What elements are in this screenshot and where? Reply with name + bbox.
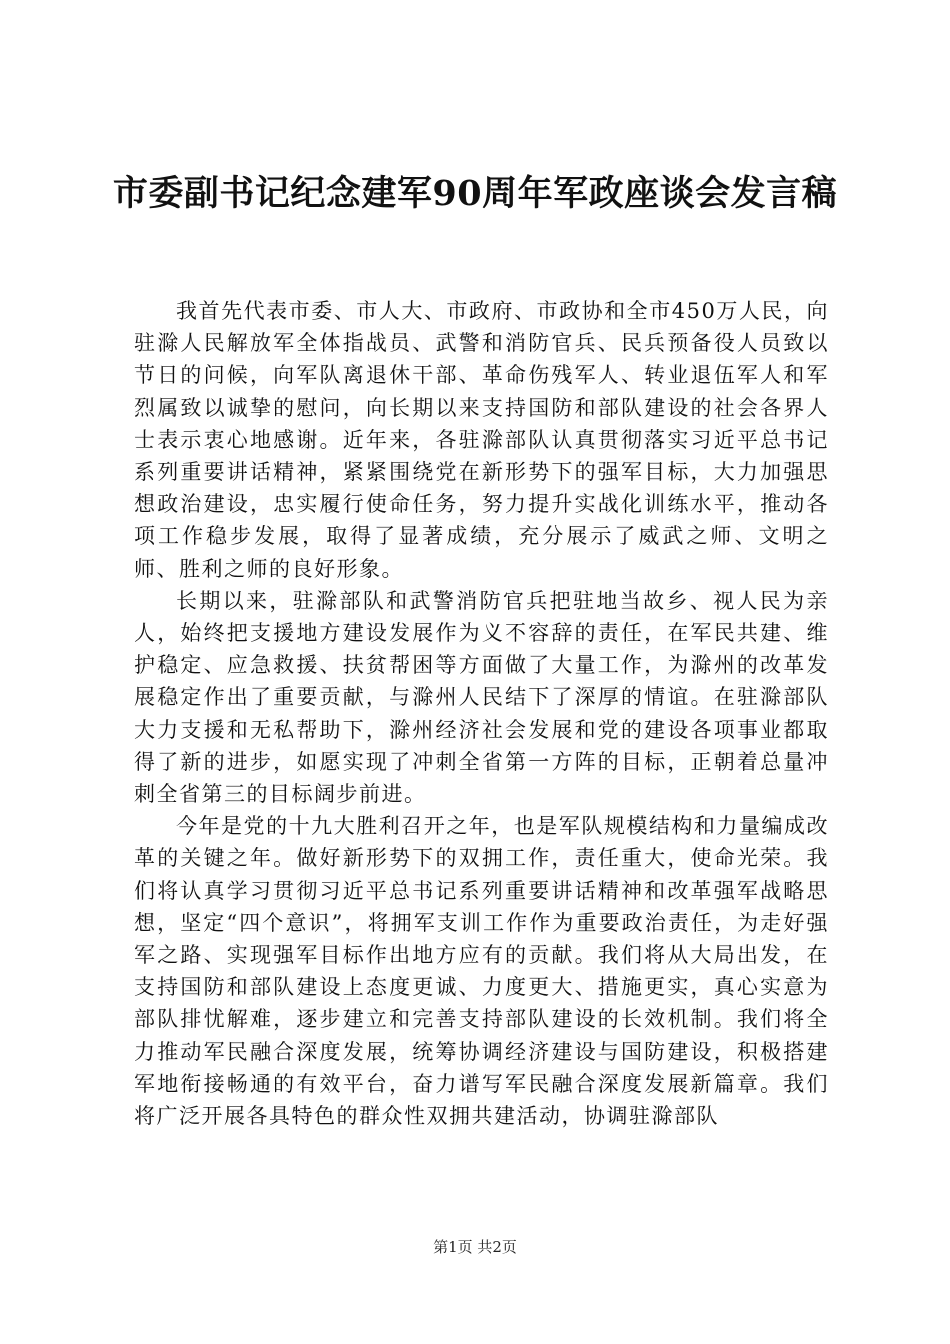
page-number-footer: 第1页 共2页: [433, 1238, 517, 1256]
paragraph: 长期以来，驻滁部队和武警消防官兵把驻地当故乡、视人民为亲人，始终把支援地方建设发展作为义不容辞的责任，在军民共建、维护稳定、应急救援、扶贫帮困等方面做了大量工作，为滁州的改革发展稳定作出了重要贡献，与滁州人民结下了深厚的情谊。在驻滁部队大力支援和无私帮助下，滁州经济社会发展和党的建设各项事业都取得了新的进步，如愿实现了冲刺全省第一方阵的目标，正朝着总量冲刺全省第三的目标阔步前进。: [134, 588, 829, 807]
document-body: [134, 295, 829, 1132]
paragraph: 我首先代表市委、市人大、市政府、市政协和全市450万人民，向驻滁人民解放军全体指战员、武警和消防官兵、民兵预备役人员致以节日的问候，向军队离退休干部、革命伤残军人、转业退伍军人和军烈属致以诚挚的慰问，向长期以来支持国防和部队建设的社会各界人士表示衷心地感谢。近年来，各驻滁部队认真贯彻落实习近平总书记系列重要讲话精神，紧紧围绕党在新形势下的强军目标，大力加强思想政治建设，忠实履行使命任务，努力提升实战化训练水平，推动各项工作稳步发展，取得了显著成绩，充分展示了威武之师、文明之师、胜利之师的良好形象。: [134, 299, 829, 581]
document-title: 市委副书记纪念建军90周年军政座谈会发言稿: [112, 173, 838, 214]
paragraph: 今年是党的十九大胜利召开之年，也是军队规模结构和力量编成改革的关键之年。做好新形势下的双拥工作，责任重大，使命光荣。我们将认真学习贯彻习近平总书记系列重要讲话精神和改革强军战略思想，坚定“四个意识”，将拥军支训工作作为重要政治责任，为走好强军之路、实现强军目标作出地方应有的贡献。我们将从大局出发，在支持国防和部队建设上态度更诚、力度更大、措施更实，真心实意为部队排忧解难，逐步建立和完善支持部队建设的长效机制。我们将全力推动军民融合深度发展，统筹协调经济建设与国防建设，积极搭建军地衔接畅通的有效平台，奋力谱写军民融合深度发展新篇章。我们将广泛开展各具特色的群众性双拥共建活动，协调驻滁部队: [134, 814, 829, 1129]
